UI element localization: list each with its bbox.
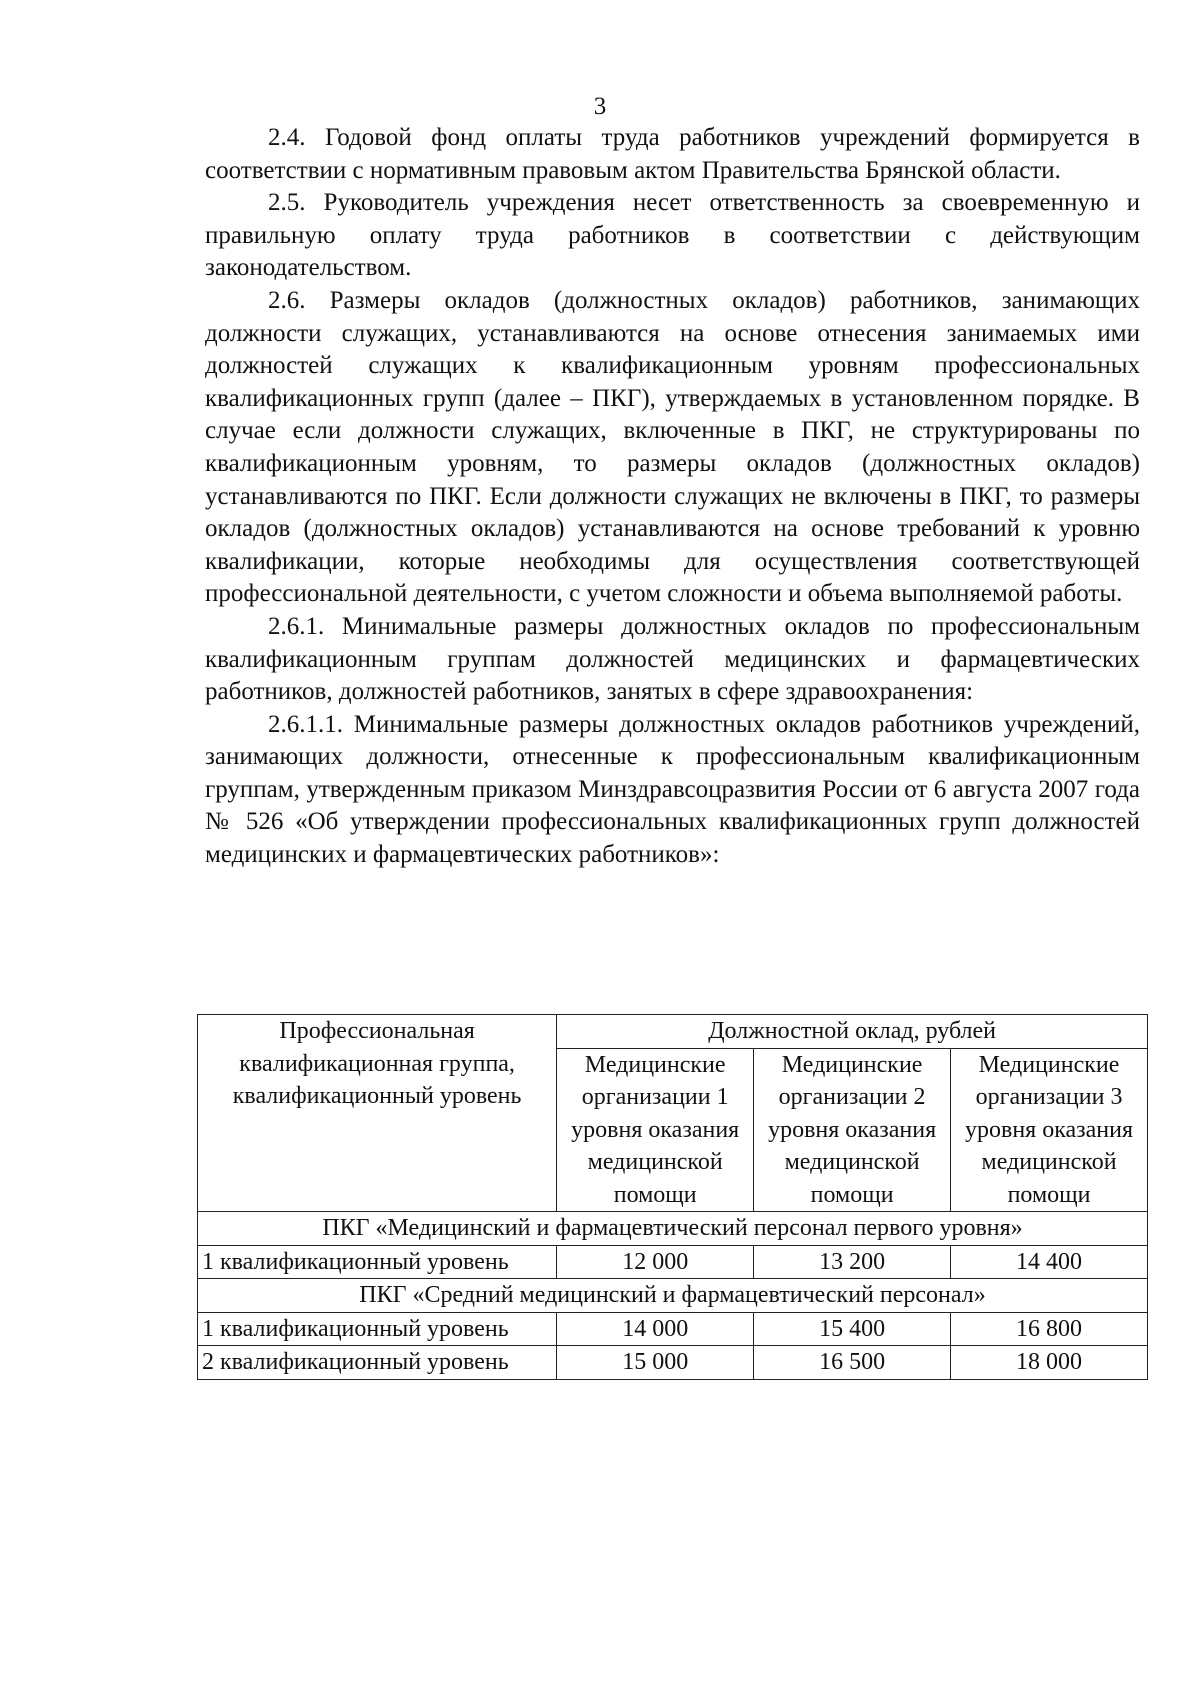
row-level-label: 1 квалификационный уровень	[198, 1312, 557, 1346]
row-value-level-3: 18 000	[951, 1346, 1148, 1380]
row-value-level-3: 16 800	[951, 1312, 1148, 1346]
paragraph-2-4: 2.4. Годовой фонд оплаты труда работников учреждений формируется в соответствии с нормативным правовым актом Правительства Брянской области.	[205, 124, 1140, 184]
row-value-level-2: 16 500	[754, 1346, 951, 1380]
row-value-level-1: 14 000	[557, 1312, 754, 1346]
row-value-level-1: 15 000	[557, 1346, 754, 1380]
table-row	[198, 1245, 1148, 1279]
paragraph-2-6-1: 2.6.1. Минимальные размеры должностных окладов по профессиональным квалификационным группам должностей медицинских и фармацевтических работников, должностей работников, занятых в сфере здравоохранения:	[205, 612, 1140, 706]
document-body	[205, 122, 1140, 872]
section-title: ПКГ «Средний медицинский и фармацевтический персонал»	[198, 1279, 1148, 1313]
paragraph-2-6: 2.6. Размеры окладов (должностных окладов) работников, занимающих должности служащих, устанавливаются на основе отнесения занимаемых ими должностей служащих к квалификационным уровням профессиональных квалификационных групп (далее – ПКГ), утверждаемых в установленном порядке. В случае если должности служащих, включенные в ПКГ, не структурированы по квалификационным уровням, то размеры окладов (должностных окладов) устанавливаются по ПКГ. Если должности служащих не включены в ПКГ, то размеры окладов (должностных окладов) устанавливаются на основе требований к уровню квалификации, которые необходимы для осуществления соответствующей профессиональной деятельности, с учетом сложности и объема выполняемой работы.	[205, 286, 1140, 608]
header-group-cell: Профессиональная квалификационная группа, квалификационный уровень	[198, 1015, 557, 1212]
salary-table	[197, 1014, 1148, 1380]
table-section-row	[198, 1279, 1148, 1313]
row-value-level-3: 14 400	[951, 1245, 1148, 1279]
table-section-row	[198, 1212, 1148, 1246]
paragraph-2-5: 2.5. Руководитель учреждения несет ответственность за своевременную и правильную оплату труда работников в соответствии с действующим законодательством.	[205, 189, 1140, 282]
table-row	[198, 1346, 1148, 1380]
header-salary-cell: Должностной оклад, рублей	[557, 1015, 1148, 1049]
table-header-row	[198, 1015, 1148, 1049]
section-title: ПКГ «Медицинский и фармацевтический персонал первого уровня»	[198, 1212, 1148, 1246]
header-level-3-cell: Медицинские организации 3 уровня оказания медицинской помощи	[951, 1048, 1148, 1212]
row-value-level-2: 15 400	[754, 1312, 951, 1346]
row-value-level-2: 13 200	[754, 1245, 951, 1279]
table-row	[198, 1312, 1148, 1346]
page-number: 3	[593, 93, 607, 120]
header-level-1-cell: Медицинские организации 1 уровня оказания медицинской помощи	[557, 1048, 754, 1212]
header-level-2-cell: Медицинские организации 2 уровня оказания медицинской помощи	[754, 1048, 951, 1212]
row-level-label: 2 квалификационный уровень	[198, 1346, 557, 1380]
row-value-level-1: 12 000	[557, 1245, 754, 1279]
paragraph-2-6-1-1: 2.6.1.1. Минимальные размеры должностных окладов работников учреждений, занимающих должности, отнесенные к профессиональным квалификационным группам, утвержденным приказом Минздравсоцразвития России от 6 августа 2007 года № 526 «Об утверждении профессиональных квалификационных групп должностей медицинских и фармацевтических работников»:	[205, 710, 1140, 869]
row-level-label: 1 квалификационный уровень	[198, 1245, 557, 1279]
